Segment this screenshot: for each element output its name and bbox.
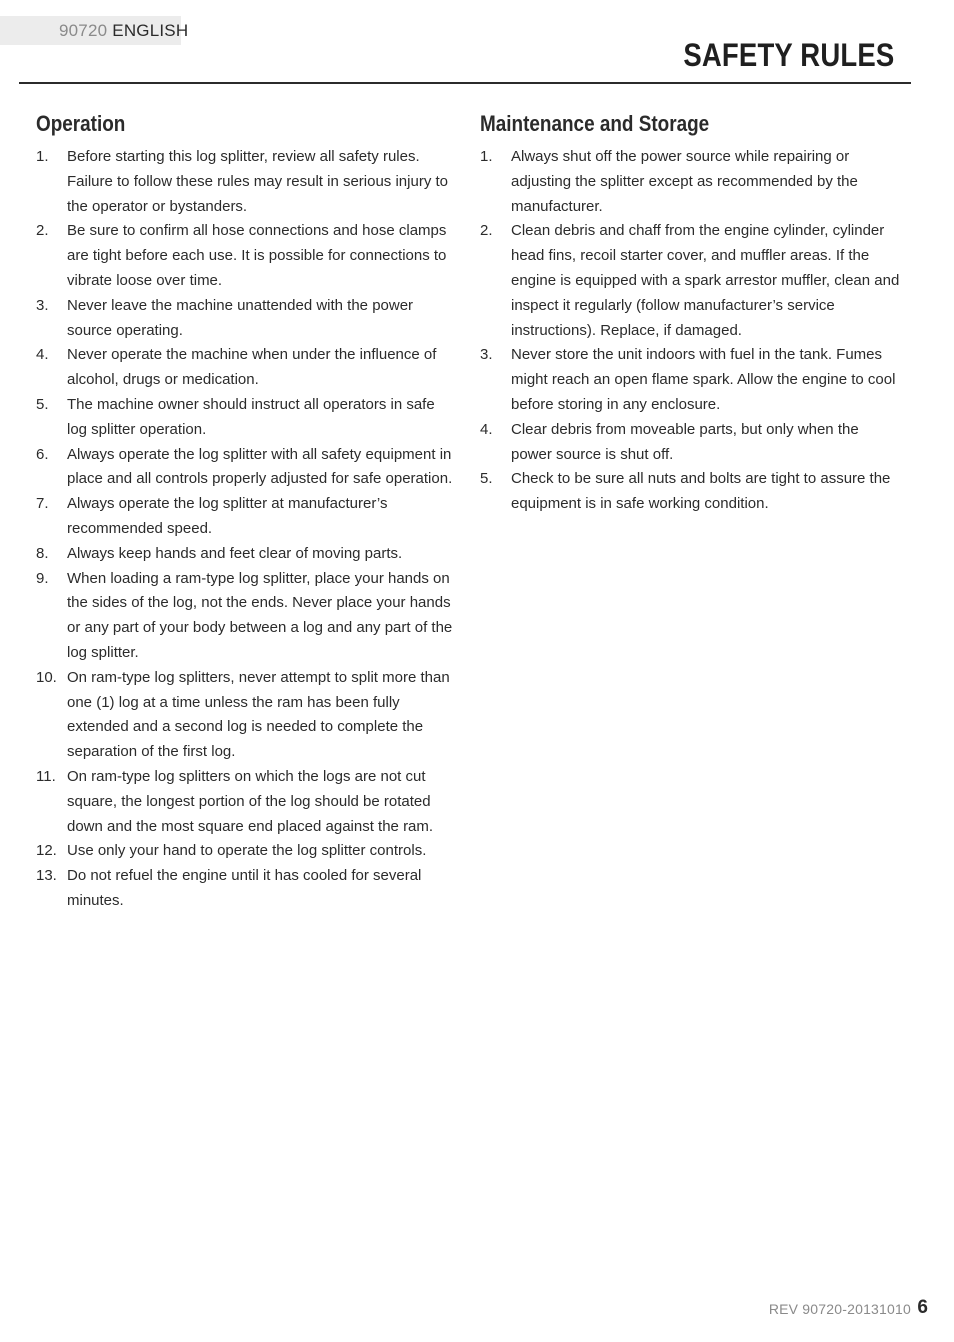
list-item xyxy=(36,864,456,914)
list-item xyxy=(36,839,456,864)
list-item xyxy=(480,343,900,417)
maintenance-heading: Maintenance and Storage xyxy=(480,111,710,136)
list-item xyxy=(480,145,900,219)
item-text: Use only your hand to operate the log splitter controls. xyxy=(67,842,427,860)
item-text: Never leave the machine unattended with the power source operating. xyxy=(67,296,414,339)
item-text: Check to be sure all nuts and bolts are tight to assure the equipment is in safe working condition. xyxy=(511,470,891,513)
language-tab xyxy=(0,16,189,45)
item-number: 11. xyxy=(36,767,56,785)
list-item xyxy=(36,765,456,839)
item-text: Always shut off the power source while repairing or adjusting the splitter except as recommended by the manufacturer. xyxy=(511,148,858,215)
item-text: Do not refuel the engine until it has cooled for several minutes. xyxy=(67,867,422,909)
item-number: 1. xyxy=(36,148,49,165)
list-item xyxy=(36,294,456,344)
item-text: The machine owner should instruct all operators in safe log splitter operation. xyxy=(67,395,435,438)
item-number: 7. xyxy=(36,495,49,513)
list-item xyxy=(36,492,456,542)
item-text: Clear debris from moveable parts, but only when the power source is shut off. xyxy=(511,420,859,463)
revision-label: REV 90720-20131010 xyxy=(768,1301,911,1317)
page-title: SAFETY RULES xyxy=(682,37,894,73)
item-text: Never operate the machine when under the influence of alcohol, drugs or medication. xyxy=(67,346,437,389)
list-item xyxy=(36,567,456,666)
item-text: Always operate the log splitter at manufacturer’s recommended speed. xyxy=(67,495,388,537)
list-item xyxy=(36,219,456,293)
operation-heading: Operation xyxy=(36,111,126,136)
item-text: Always keep hands and feet clear of moving parts. xyxy=(67,544,403,562)
item-number: 5. xyxy=(480,470,493,488)
item-text: On ram-type log splitters, never attempt to split more than one (1) log at a time unless the ram has been fully extended and a second log is needed to complete the separation of the first log. xyxy=(67,668,450,761)
item-number: 12. xyxy=(36,842,57,860)
item-number: 9. xyxy=(36,569,49,587)
list-item xyxy=(36,343,456,393)
list-item xyxy=(36,145,456,219)
header-divider xyxy=(19,82,911,84)
operation-list xyxy=(36,145,456,914)
item-number: 6. xyxy=(36,445,49,463)
item-text: Always operate the log splitter with all safety equipment in place and all controls properly adjusted for safe operation. xyxy=(67,445,453,488)
list-item xyxy=(480,219,900,343)
list-item xyxy=(36,393,456,443)
operation-section xyxy=(36,110,456,914)
item-number: 1. xyxy=(480,148,493,165)
item-text: On ram-type log splitters on which the logs are not cut square, the longest portion of the log should be rotated down and the most square end placed against the ram. xyxy=(67,767,434,835)
item-number: 2. xyxy=(36,222,49,240)
list-item xyxy=(36,542,456,567)
item-number: 8. xyxy=(36,544,49,562)
maintenance-section xyxy=(480,110,900,517)
item-number: 13. xyxy=(36,867,57,885)
item-number: 3. xyxy=(480,346,493,364)
list-item xyxy=(36,666,456,765)
item-text: Be sure to confirm all hose connections and hose clamps are tight before each use. It is possible for connections to vibrate loose over time. xyxy=(67,222,447,289)
list-item xyxy=(480,418,900,468)
list-item xyxy=(36,443,456,493)
page-number: 6 xyxy=(917,1297,928,1318)
item-number: 3. xyxy=(36,296,49,314)
maintenance-list xyxy=(480,145,900,517)
item-number: 4. xyxy=(480,420,493,438)
language-label: ENGLISH xyxy=(112,21,189,40)
item-text: Clean debris and chaff from the engine cylinder, cylinder head fins, recoil starter cover, and muffler areas. If the engine is equipped with a spark arrestor muffler, clean and inspect it regularly (follow manufacturer’s service instructions). Replace, if damaged. xyxy=(511,222,900,339)
item-number: 4. xyxy=(36,346,49,364)
item-number: 5. xyxy=(36,395,49,413)
model-number: 90720 xyxy=(59,21,108,40)
item-text: When loading a ram-type log splitter, place your hands on the sides of the log, not the ends. Never place your hands or any part of your body between a log and any part of the log splitter. xyxy=(67,569,453,661)
item-text: Before starting this log splitter, review all safety rules. Failure to follow these rules may result in serious injury to the operator or bystanders. xyxy=(67,148,448,215)
item-number: 2. xyxy=(480,222,493,240)
list-item xyxy=(480,467,900,517)
item-text: Never store the unit indoors with fuel in the tank. Fumes might reach an open flame spark. Allow the engine to cool before storing in any enclosure. xyxy=(511,346,896,413)
item-number: 10. xyxy=(36,668,57,686)
